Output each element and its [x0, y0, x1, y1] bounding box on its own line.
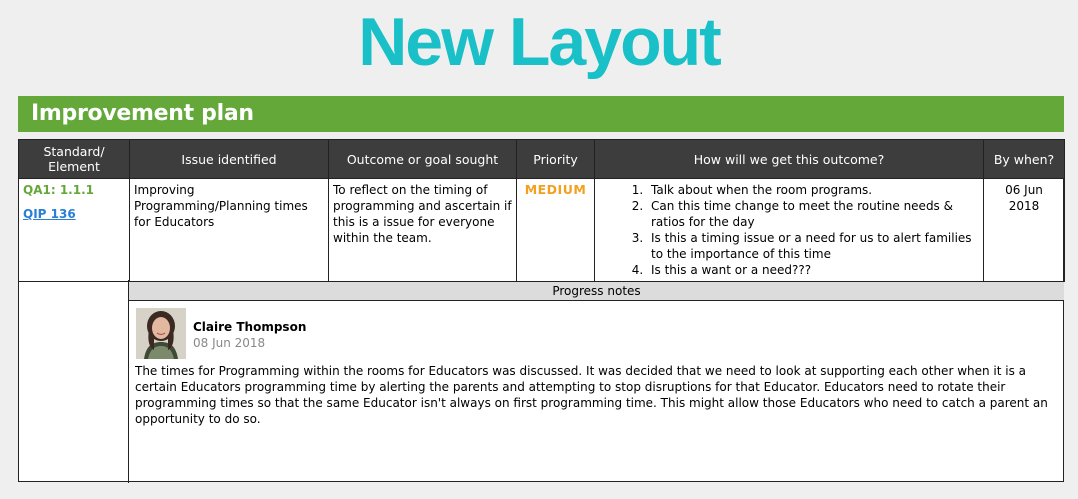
section-title: Improvement plan	[18, 96, 1064, 132]
column-header-how: How will we get this outcome?	[595, 140, 984, 179]
steps-cell	[595, 179, 984, 282]
progress-notes-header: Progress notes	[129, 281, 1064, 301]
standard-code: QA1: 1.1.1	[23, 183, 94, 197]
table-header-row	[19, 140, 1065, 179]
column-header-outcome: Outcome or goal sought	[329, 140, 517, 179]
by-when-cell: 06 Jun 2018	[984, 179, 1065, 282]
plan-table	[18, 139, 1065, 282]
list-item: 3. Is this a timing issue or a need for us to alert families to the importance of this time	[647, 230, 979, 262]
column-header-standard: Standard/ Element	[19, 140, 130, 179]
note-text: The times for Programming within the rooms for Educators was discussed. It was decided that we need to look at supporting each other when it is a certain Educators programming time by alerting the parents and attempting to stop disruptions for that Educator. Educators need to rotate their programming times so that the same Educator isn't always on first programming time. This might allow those Educators who need to catch a parent an opportunity to do so.	[135, 364, 1048, 426]
issue-cell: Improving Programming/Planning times for Educators	[130, 179, 329, 282]
improvement-plan-panel	[18, 139, 1064, 482]
standard-cell	[19, 179, 130, 282]
page-title: New Layout	[358, 4, 720, 80]
column-header-by-when: By when?	[984, 140, 1065, 179]
progress-left-cell	[18, 280, 129, 483]
qip-link[interactable]: QIP 136	[23, 207, 76, 221]
user-photo-icon	[136, 308, 186, 359]
priority-cell	[517, 179, 595, 282]
avatar	[136, 308, 186, 359]
note-author: Claire Thompson	[193, 320, 307, 334]
outcome-cell: To reflect on the timing of programming and ascertain if this is a issue for everyone within the team.	[329, 179, 517, 282]
priority-badge: MEDIUM	[524, 182, 587, 197]
note-date: 08 Jun 2018	[193, 336, 266, 350]
column-header-issue: Issue identified	[130, 140, 329, 179]
list-item: 1. Talk about when the room programs.	[647, 182, 979, 198]
column-header-priority: Priority	[517, 140, 595, 179]
table-row	[19, 179, 1065, 282]
list-item: 2. Can this time change to meet the routine needs & ratios for the day	[647, 198, 979, 230]
steps-list	[599, 182, 979, 278]
list-item: 4. Is this a want or a need???	[647, 262, 979, 278]
